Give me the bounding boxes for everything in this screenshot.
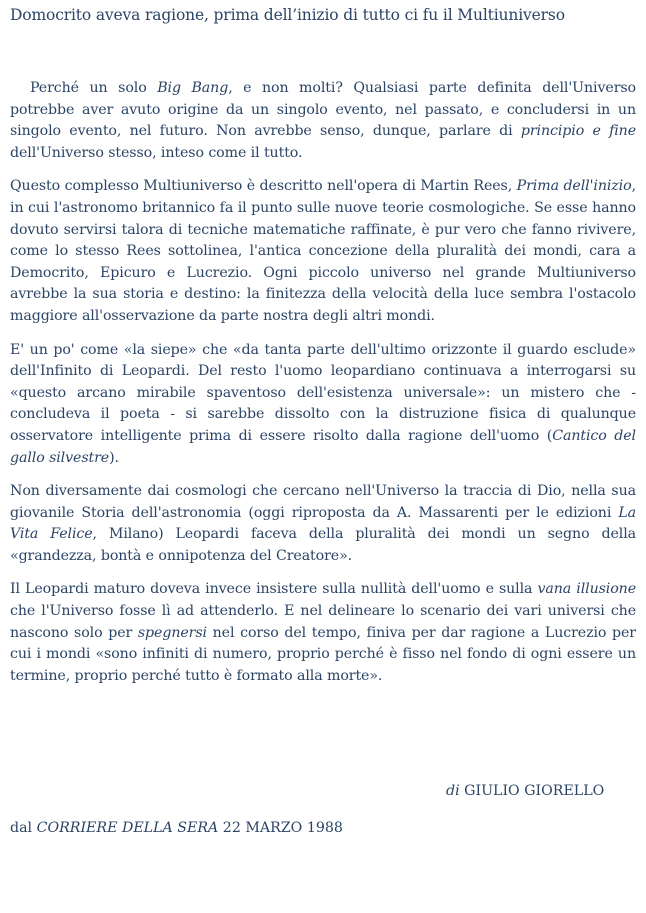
paragraph-text: Questo complesso Multiuniverso è descritto nell'opera di Martin Rees, [10, 178, 517, 195]
paragraph-text: E' un po' come «la siepe» che «da tanta parte dell'ultimo orizzonte il guardo esclude» dell'Infinito di Leopardi. Del resto l'uomo leopardiano continuava a interrogarsi su «questo arcano mirabile spaventoso dell'esistenza universale»: un mistero che - concludeva il poeta - si sarebbe dissolto con la distruzione fisica di qualunque osservatore intelligente prima di essere risolto dalla ragione dell'uomo ( [10, 341, 636, 444]
article-paragraph [10, 176, 636, 327]
article-paragraph [10, 579, 636, 687]
italic-text: principio e fine [520, 123, 636, 140]
article-paragraph [10, 340, 636, 470]
paragraph-text: dell'Universo stesso, inteso come il tutto. [10, 144, 303, 161]
paragraph-text: che l'Universo fosse lì ad attenderlo. E nel delineare lo scenario dei vari universi che nascono solo per [10, 603, 636, 641]
paragraph-text: ). [109, 449, 119, 466]
italic-text: spegnersi [137, 624, 207, 641]
paragraph-text: , Milano) Leopardi faceva della pluralità dei mondi un segno della «grandezza, bontà e onnipotenza del Creatore». [10, 526, 637, 564]
paragraph-text: Non diversamente dai cosmologi che cercano nell'Universo la traccia di Dio, nella sua giovanile Storia dell'astronomia (oggi riproposta da A. Massarenti per le edizioni [10, 483, 636, 521]
article-paragraph [10, 78, 636, 164]
paragraph-text: nel corso del tempo, finiva per dar ragione a Lucrezio per cui i mondi «sono infiniti di numero, proprio perché è fisso nel fondo di ogni essere un termine, proprio perché tutto è formato alla morte». [10, 624, 636, 684]
italic-text: Prima dell'inizio [516, 178, 632, 195]
italic-text: Big Bang [157, 80, 229, 96]
signature-prefix: di [446, 783, 460, 799]
italic-text: La Vita Felice [10, 504, 636, 543]
paragraph-text: , in cui l'astronomo britannico fa il punto sulle nuove teorie cosmologiche. Se esse hanno dovuto servirsi talora di tecniche matematiche raffinate, è pur vero che fanno rivivere, come lo stesso Rees sottolinea, l'antica concezione della pluralità dei mondi, cara a Democrito, Epicuro e Lucrezio. Ogni piccolo universo nel grande Multiuniverso avrebbe la sua storia e destino: la finitezza della velocità della luce sembra l'ostacolo maggiore all'osservazione da parte nostra degli altri mondi. [10, 178, 636, 324]
publication-name: CORRIERE DELLA SERA [36, 820, 219, 836]
italic-text: Cantico del gallo silvestre [10, 427, 636, 466]
publication-date: 22 MARZO 1988 [218, 820, 343, 836]
source-line [10, 820, 343, 836]
author-signature [446, 783, 604, 799]
paragraph-text: Perché un solo [30, 80, 158, 96]
article-paragraph [10, 481, 636, 567]
article-title: Domocrito aveva ragione, prima dell’inizio di tutto ci fu il Multiuniverso [10, 6, 565, 24]
source-prefix: dal [10, 820, 37, 836]
paragraph-text: Il Leopardi maturo doveva invece insistere sulla nullità dell'uomo e sulla [10, 581, 538, 598]
article-body [10, 78, 636, 699]
author-name: GIULIO GIORELLO [459, 783, 605, 799]
paragraph-text: , e non molti? Qualsiasi parte definita dell'Universo potrebbe aver avuto origine da un singolo evento, nel passato, e concludersi in un singolo evento, nel futuro. Non avrebbe senso, dunque, parlare di [10, 80, 636, 140]
italic-text: vana illusione [537, 581, 636, 598]
